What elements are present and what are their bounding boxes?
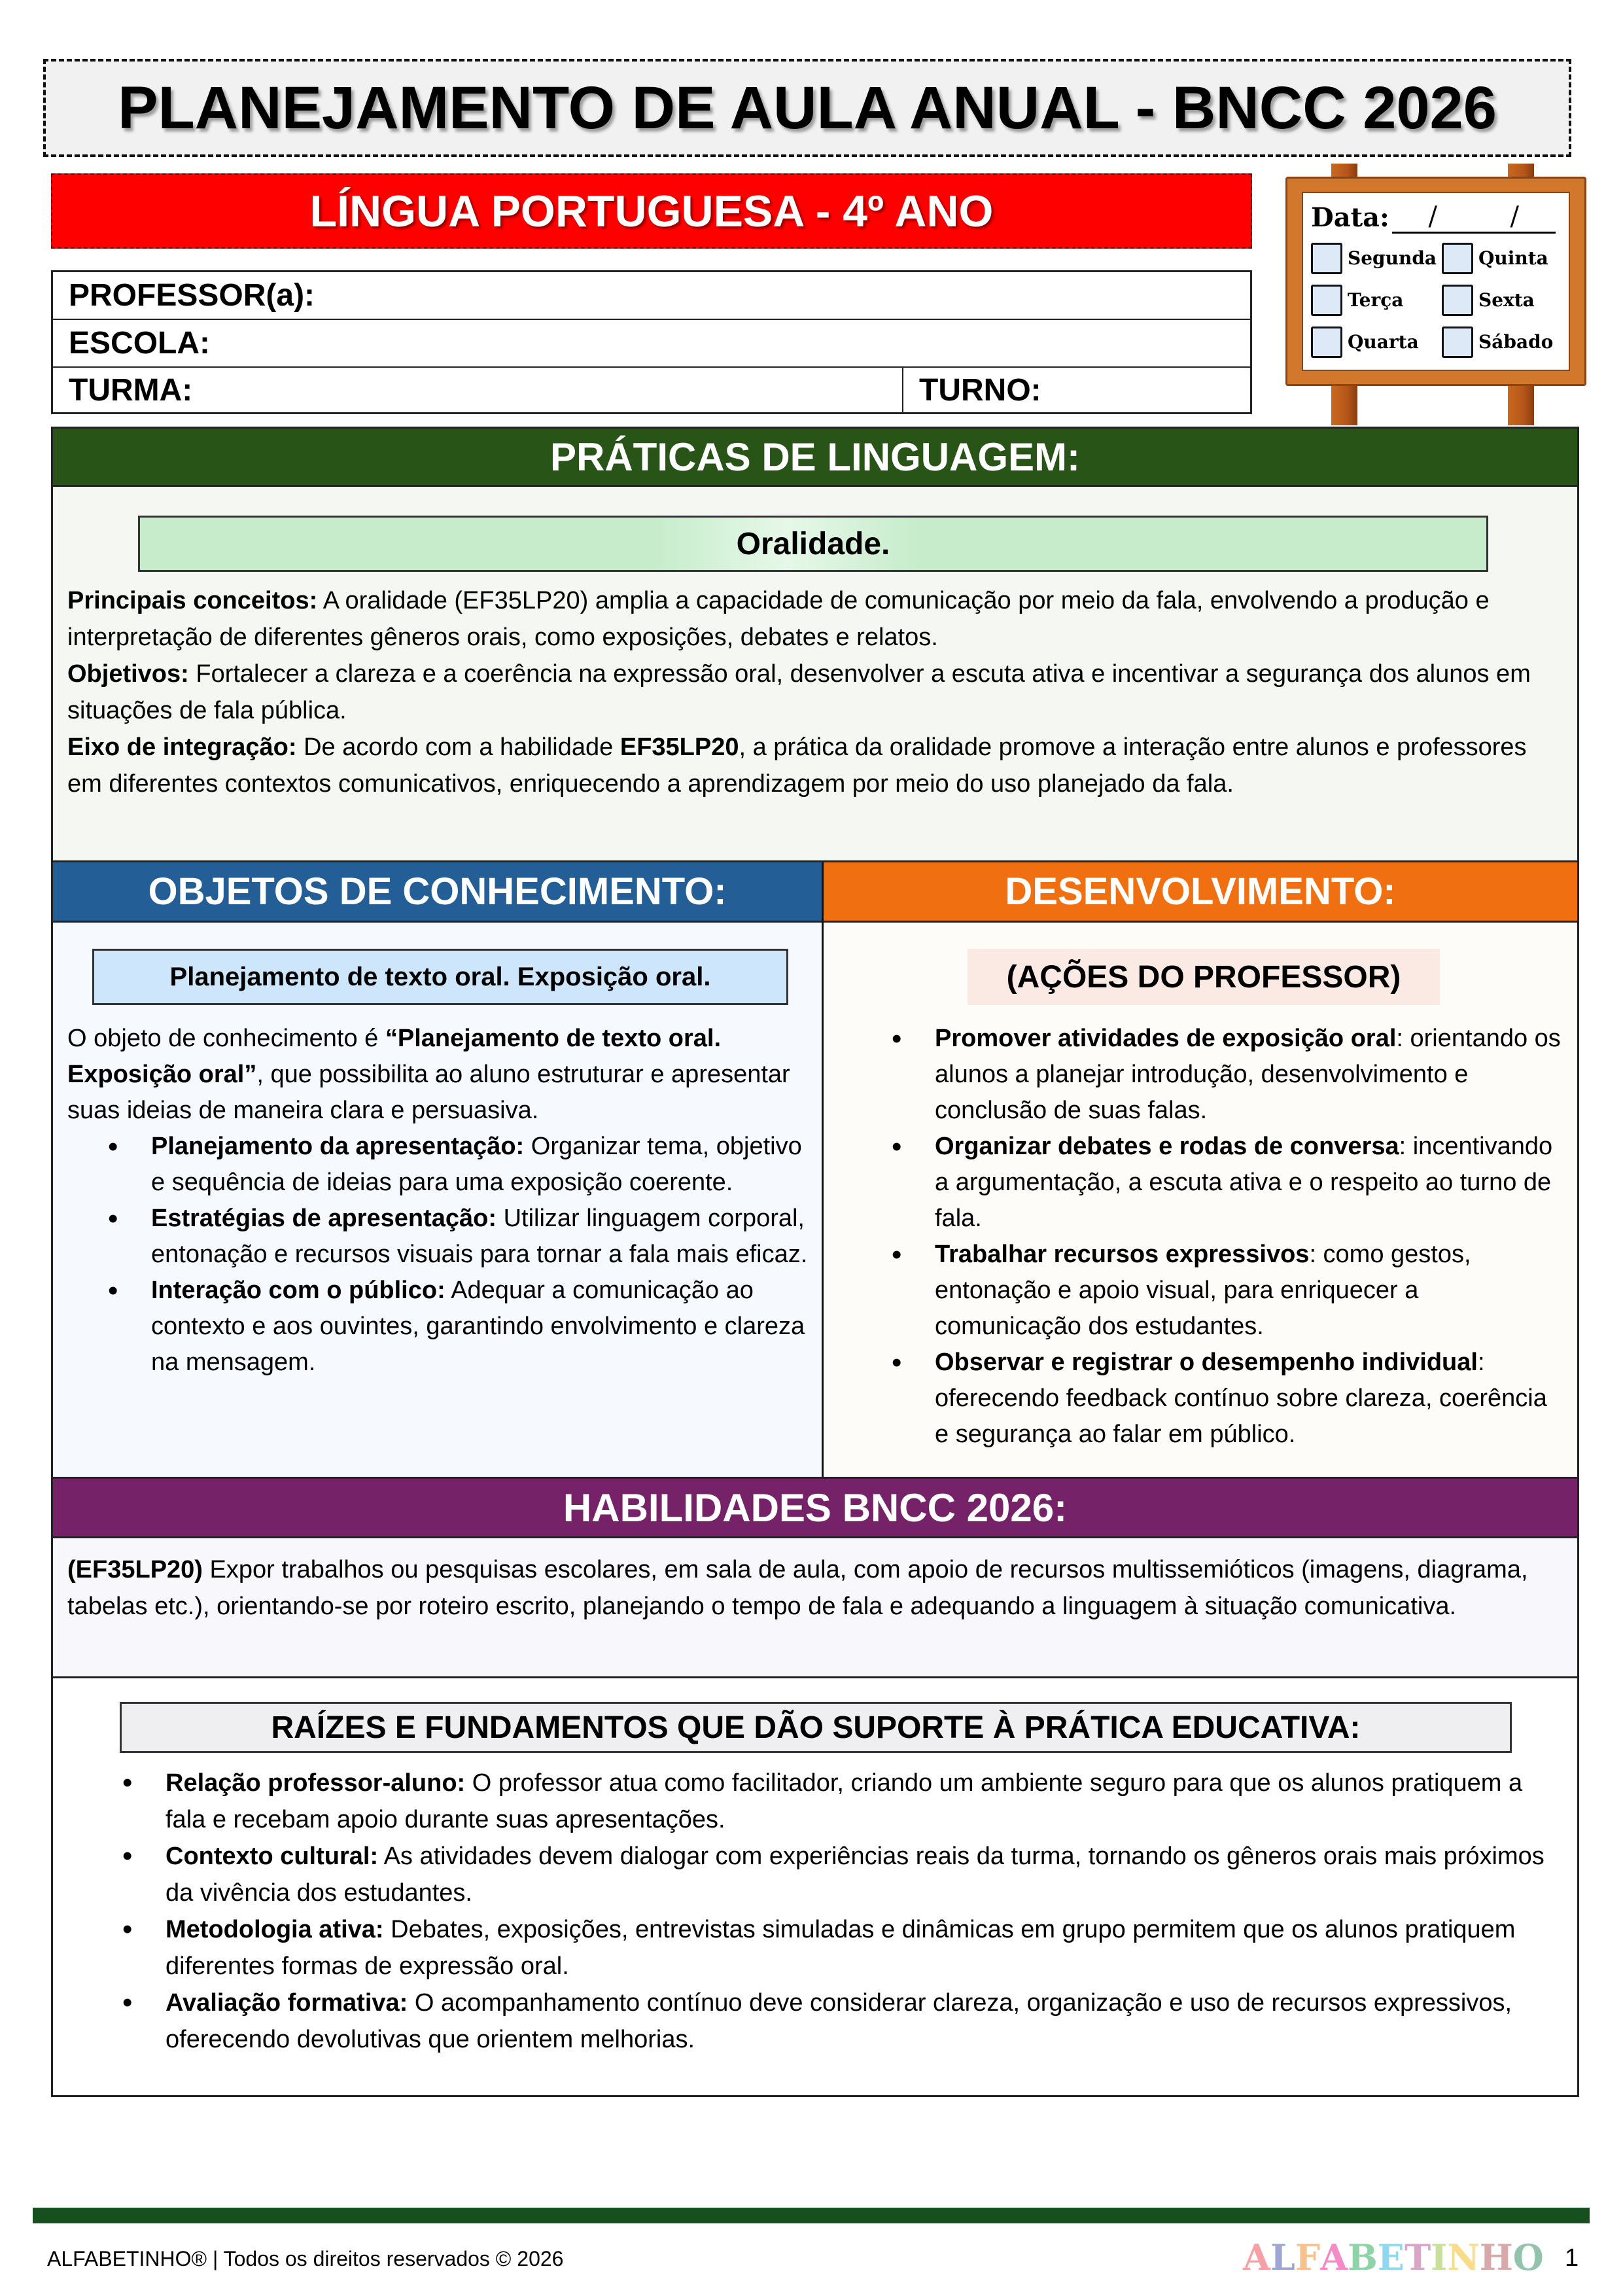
principais-conceitos: [67, 582, 1563, 656]
day-checkbox-quarta[interactable]: [1311, 327, 1442, 358]
item-text: : como gestos, entonação e apoio visual, para enriquecer a comunicação dos estudantes.: [935, 1241, 1471, 1340]
page-number: 1: [1565, 2244, 1579, 2272]
item-label: Planejamento da apresentação:: [151, 1133, 525, 1160]
checkbox-icon[interactable]: [1311, 327, 1342, 358]
date-board: [1279, 164, 1593, 425]
weekday-checklist: [1311, 243, 1566, 358]
raizes-text: [53, 1765, 1563, 2058]
praticas-theme: Oralidade.: [138, 516, 1488, 572]
list-item: [53, 1911, 1563, 1985]
list-item: [67, 1129, 810, 1201]
objetos-body: [53, 923, 822, 1477]
habilidades-header: HABILIDADES BNCC 2026:: [51, 1477, 1579, 1538]
item-label: Metodologia ativa:: [166, 1916, 384, 1943]
day-checkbox-segunda[interactable]: [1311, 243, 1442, 274]
list-item: [838, 1237, 1565, 1345]
checkbox-icon[interactable]: [1311, 285, 1342, 316]
desenvolvimento-column: [824, 862, 1577, 1477]
item-text: Organizar tema, objetivo e sequência de ideias para uma exposição coerente.: [151, 1133, 802, 1196]
day-label: Quinta: [1478, 247, 1548, 269]
intro-text: , que possibilita ao aluno estruturar e apresentar suas ideias de maneira clara e persuasiva.: [67, 1061, 790, 1124]
skill-description: Expor trabalhos ou pesquisas escolares, em sala de aula, com apoio de recursos multissemióticos (imagens, diagrama, tabelas etc.), orientando-se por roteiro escrito, planejando o tempo de fala e adequando a linguagem à situação comunicativa.: [67, 1556, 1528, 1620]
list-item: [53, 1985, 1563, 2058]
logo-letter: F: [1295, 2236, 1321, 2278]
item-text: : oferecendo feedback contínuo sobre clareza, coerência e segurança ao falar em público.: [935, 1349, 1547, 1448]
item-label: Trabalhar recursos expressivos: [935, 1241, 1310, 1268]
item-label: Avaliação formativa:: [166, 1989, 408, 2017]
praticas-header: PRÁTICAS DE LINGUAGEM:: [51, 427, 1579, 487]
date-separator: /: [1428, 202, 1437, 232]
checkbox-icon[interactable]: [1442, 285, 1473, 316]
day-checkbox-terca[interactable]: [1311, 285, 1442, 316]
skill-code: EF35LP20: [620, 733, 739, 761]
list-item: [838, 1345, 1565, 1453]
two-column-section: [51, 862, 1579, 1479]
day-checkbox-quinta[interactable]: [1442, 243, 1566, 274]
footer-copyright: ALFABETINHO® | Todos os direitos reservados © 2026: [47, 2247, 564, 2270]
item-label: Contexto cultural:: [166, 1843, 379, 1870]
item-label: Relação professor-aluno:: [166, 1769, 466, 1797]
item-text: : incentivando a argumentação, a escuta ativa e o respeito ao turno de fala.: [935, 1133, 1553, 1232]
escola-label: ESCOLA:: [69, 326, 210, 361]
item-label: Observar e registrar o desempenho individual: [935, 1349, 1478, 1376]
day-label: Segunda: [1348, 247, 1437, 269]
item-text: O professor atua como facilitador, criando um ambiente seguro para que os alunos pratiquem a fala e recebam apoio durante suas apresentações.: [166, 1769, 1523, 1833]
date-blank[interactable]: [1392, 202, 1556, 234]
list-item: [67, 1273, 810, 1381]
raizes-section: [51, 1678, 1579, 2097]
paragraph-text: A oralidade (EF35LP20) amplia a capacidade de comunicação por meio da fala, envolvendo a produção e interpretação de diferentes gêneros orais, como exposições, debates e relatos.: [67, 587, 1490, 651]
paragraph-text: Fortalecer a clareza e a coerência na expressão oral, desenvolver a escuta ativa e incentivar a segurança dos alunos em situações de fala pública.: [67, 660, 1531, 724]
date-separator: /: [1510, 202, 1519, 232]
item-text: Debates, exposições, entrevistas simuladas e dinâmicas em grupo permitem que os alunos pratiquem diferentes formas de expressão oral.: [166, 1916, 1516, 1980]
objetos-column: [53, 862, 824, 1477]
list-item: [53, 1838, 1563, 1911]
objetos-box: Planejamento de texto oral. Exposição oral.: [92, 949, 788, 1005]
subject-banner: [51, 173, 1252, 249]
day-label: Terça: [1348, 289, 1404, 311]
item-label: Estratégias de apresentação:: [151, 1205, 497, 1232]
item-text: Utilizar linguagem corporal, entonação e recursos visuais para tornar a fala mais eficaz.: [151, 1205, 808, 1268]
objetos-intro: [67, 1021, 810, 1129]
turno-field[interactable]: [903, 368, 1041, 412]
desenvolvimento-list: [838, 1021, 1565, 1453]
info-table: [51, 270, 1252, 414]
day-label: Sexta: [1478, 289, 1535, 311]
date-label: Data:: [1311, 202, 1389, 233]
objetivos: [67, 656, 1563, 729]
intro-bold: “Planejamento de texto oral. Exposição oral”: [67, 1025, 722, 1088]
logo-letter: I: [1431, 2236, 1448, 2278]
desenvolvimento-header: DESENVOLVIMENTO:: [824, 862, 1577, 923]
eixo-integracao: [67, 729, 1563, 802]
logo-letter: L: [1270, 2236, 1295, 2278]
subject-title: LÍNGUA PORTUGUESA - 4º ANO: [309, 186, 994, 236]
turma-label: TURMA:: [69, 372, 193, 408]
checkbox-icon[interactable]: [1442, 327, 1473, 358]
turma-field[interactable]: [53, 368, 903, 412]
item-text: As atividades devem dialogar com experiências reais da turma, tornando os gêneros orais mais próximos da vivência dos estudantes.: [166, 1843, 1544, 1907]
habilidades-text: [67, 1551, 1563, 1625]
desenvolvimento-text: [838, 1021, 1565, 1453]
checkbox-icon[interactable]: [1442, 243, 1473, 274]
title-banner: [43, 59, 1571, 157]
list-item: [838, 1021, 1565, 1129]
logo-letter: N: [1447, 2236, 1480, 2278]
acoes-box: (AÇÕES DO PROFESSOR): [968, 949, 1440, 1005]
professor-field[interactable]: [53, 272, 1250, 320]
raizes-title: RAÍZES E FUNDAMENTOS QUE DÃO SUPORTE À PRÁTICA EDUCATIVA:: [120, 1702, 1512, 1753]
list-item: [67, 1201, 810, 1273]
desenvolvimento-body: [824, 923, 1577, 1477]
paragraph-text: De acordo com a habilidade: [296, 733, 620, 761]
footer-divider: [33, 2208, 1590, 2223]
logo-letter: O: [1512, 2236, 1544, 2278]
item-text: Adequar a comunicação ao contexto e aos ouvintes, garantindo envolvimento e clareza na mensagem.: [151, 1277, 805, 1376]
skill-code: (EF35LP20): [67, 1556, 203, 1583]
day-label: Sábado: [1478, 331, 1554, 353]
item-label: Promover atividades de exposição oral: [935, 1025, 1397, 1052]
paragraph-label: Objetivos:: [67, 660, 189, 688]
item-label: Organizar debates e rodas de conversa: [935, 1133, 1399, 1160]
logo-letter: B: [1348, 2236, 1378, 2278]
logo-letter: E: [1377, 2236, 1405, 2278]
checkbox-icon[interactable]: [1311, 243, 1342, 274]
praticas-body: [51, 487, 1579, 862]
objetos-header: OBJETOS DE CONHECIMENTO:: [53, 862, 822, 923]
day-checkbox-sabado[interactable]: [1442, 327, 1566, 358]
item-label: Interação com o público:: [151, 1277, 445, 1304]
habilidades-body: [51, 1538, 1579, 1678]
praticas-text: [67, 582, 1563, 802]
professor-label: PROFESSOR(a):: [69, 278, 315, 313]
list-item: [838, 1129, 1565, 1237]
date-field[interactable]: [1311, 200, 1556, 234]
page-title: PLANEJAMENTO DE AULA ANUAL - BNCC 2026: [118, 74, 1497, 141]
objetos-list: [67, 1129, 810, 1381]
alfabetinho-logo: [1243, 2236, 1544, 2278]
logo-letter: H: [1479, 2236, 1513, 2278]
intro-text: O objeto de conhecimento é: [67, 1025, 385, 1052]
item-text: O acompanhamento contínuo deve considerar clareza, organização e uso de recursos expressivos, oferecendo devolutivas que orientem melhorias.: [166, 1989, 1512, 2053]
day-label: Quarta: [1348, 331, 1419, 353]
logo-letter: A: [1320, 2236, 1348, 2278]
logo-letter: A: [1243, 2236, 1270, 2278]
paragraph-text: , a prática da oralidade promove a interação entre alunos e professores em diferentes contextos comunicativos, enriquecendo a aprendizagem por meio do uso planejado da fala.: [67, 733, 1527, 798]
day-checkbox-sexta[interactable]: [1442, 285, 1566, 316]
board-frame: [1285, 177, 1586, 386]
paragraph-label: Eixo de integração:: [67, 733, 297, 761]
escola-field[interactable]: [53, 320, 1250, 368]
raizes-list: [53, 1765, 1563, 2058]
item-text: : orientando os alunos a planejar introdução, desenvolvimento e conclusão de suas falas.: [935, 1025, 1561, 1124]
paragraph-label: Principais conceitos:: [67, 587, 318, 614]
turno-label: TURNO:: [919, 372, 1041, 408]
logo-letter: T: [1404, 2236, 1431, 2278]
list-item: [53, 1765, 1563, 1838]
objetos-text: [67, 1021, 810, 1381]
